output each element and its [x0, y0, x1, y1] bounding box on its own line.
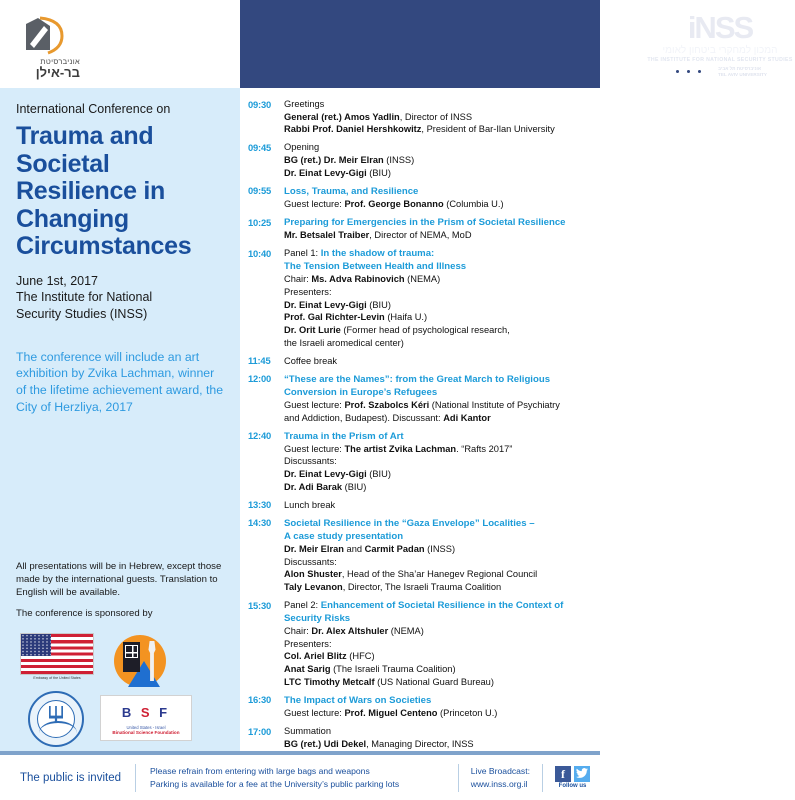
program-line — [284, 638, 588, 651]
tau-hebrew: אוניברסיטת תל אביב — [718, 66, 762, 71]
program-text-title: The Tension Between Health and Illness — [284, 261, 467, 273]
program-line — [284, 625, 588, 638]
program-slot — [248, 599, 588, 688]
left-info-column — [0, 88, 240, 751]
social-links — [543, 766, 600, 789]
program-text-plain: (HFC) — [346, 651, 375, 662]
us-embassy-caption: Embassy of the United States — [33, 676, 81, 680]
program-text-name: Col. Ariel Blitz — [284, 651, 347, 662]
program-text-name: Mr. Betsalel Traiber — [284, 230, 370, 241]
sponsor-logo-us-embassy — [20, 633, 94, 680]
program-text-plain: Discussants: — [284, 556, 337, 567]
program-line — [284, 229, 588, 242]
program-text-plain: (NEMA) — [388, 626, 424, 637]
program-line — [284, 599, 588, 612]
program-text-name: Taly Levanon — [284, 581, 343, 592]
live-broadcast-label: Live Broadcast: — [470, 766, 530, 777]
program-text-name: Dr. Einat Levy-Gigi — [284, 167, 367, 178]
page-title: Trauma and Societal Resilience in Changing Circumstances — [16, 122, 192, 260]
program-slot-time: 13:30 — [248, 499, 271, 511]
bsf-caption-2: Binational Science Foundation — [112, 730, 180, 735]
program-line — [284, 530, 588, 543]
twitter-icon[interactable] — [574, 766, 590, 782]
program-line — [284, 455, 588, 468]
program-slot-time: 11:45 — [248, 355, 271, 367]
program-text-plain: Chair: — [284, 274, 312, 285]
inss-hebrew-name: המכון למחקרי ביטחון לאומי — [662, 45, 778, 56]
program-text-plain: , Director, The Israeli Trauma Coalition — [342, 581, 502, 592]
program-line — [284, 216, 588, 229]
program-text-title: Enhancement of Societal Resilience in the Context of — [320, 600, 564, 612]
program-slot-body — [284, 355, 588, 368]
poster-footer — [0, 755, 600, 800]
poster-header — [0, 0, 793, 88]
bar-ilan-hebrew-top: אוניברסיטת — [40, 57, 80, 66]
program-text-name: Rabbi Prof. Daniel Hershkowitz — [284, 124, 422, 135]
program-text-name: Dr. Einat Levy-Gigi — [284, 299, 367, 310]
conference-date-venue — [16, 273, 224, 323]
program-text-plain: , Director of INSS — [399, 111, 473, 122]
program-text-title: Trauma in the Prism of Art — [284, 430, 404, 442]
program-text-plain: (INSS) — [383, 155, 415, 166]
bsf-emblem-icon — [100, 695, 192, 741]
program-text-title: Preparing for Emergencies in the Prism of Societal Resilience — [284, 217, 566, 229]
program-line — [284, 286, 588, 299]
tel-aviv-university-mark — [718, 66, 767, 77]
inss-dots-icon — [673, 67, 704, 76]
program-slot-time: 09:45 — [248, 141, 271, 153]
program-text-plain: (Former head of psychological research, — [340, 324, 510, 335]
program-line — [284, 481, 588, 494]
program-line — [284, 123, 588, 136]
program-line — [284, 568, 588, 581]
program-text-plain: Guest lecture: — [284, 198, 345, 209]
program-slot-body — [284, 216, 588, 242]
program-line — [284, 499, 588, 512]
us-flag-icon — [20, 633, 94, 675]
inss-logo-bottom — [645, 66, 795, 77]
program-slot-time: 10:25 — [248, 216, 271, 228]
live-broadcast-url[interactable]: www.inss.org.il — [470, 778, 528, 789]
program-text-plain: Greetings — [284, 99, 325, 109]
program-text-title: In the shadow of trauma: — [320, 248, 435, 260]
program-text-plain: (National Institute of Psychiatry — [429, 399, 560, 410]
program-text-plain: . “Rafts 2017” — [456, 443, 513, 454]
program-slot-time: 09:55 — [248, 185, 271, 197]
program-text-plain: Panel 2: — [284, 600, 321, 611]
program-text-plain: Guest lecture: — [284, 443, 345, 454]
program-text-name: Dr. Alex Altshuler — [311, 626, 389, 637]
program-slot-time: 10:40 — [248, 247, 271, 259]
program-text-plain: Summation — [284, 726, 332, 737]
language-note: All presentations will be in Hebrew, except those made by the international guests. Translation to English will be available. — [16, 561, 222, 599]
program-line — [284, 273, 588, 286]
sponsor-logo-ministry-of-health — [28, 691, 84, 747]
tau-english: TEL AVIV UNIVERSITY — [718, 71, 767, 77]
rule-line-1: Please refrain from entering with large bags and weapons — [150, 766, 370, 777]
program-slot — [248, 185, 588, 211]
program-slot-body — [284, 499, 588, 512]
program-line — [284, 663, 588, 676]
program-text-title: Societal Resilience in the “Gaza Envelope” Localities – — [284, 517, 535, 529]
venue-rules — [136, 765, 458, 790]
program-text-plain: (Columbia U.) — [443, 198, 504, 209]
program-slot-body — [284, 185, 588, 211]
program-slot-body — [284, 98, 588, 136]
program-line — [284, 707, 588, 720]
ministry-of-health-emblem-icon — [28, 691, 84, 747]
program-text-name: Anat Sarig — [284, 664, 331, 675]
program-line — [284, 412, 588, 425]
program-slot-body — [284, 599, 588, 688]
program-text-plain: (BIU) — [366, 167, 391, 178]
program-slot — [248, 430, 588, 494]
program-slot-time: 12:00 — [248, 373, 271, 385]
program-text-plain: the Israeli aromedical center) — [284, 337, 404, 348]
program-line — [284, 738, 588, 751]
inss-english-name: THE INSTITUTE FOR NATIONAL SECURITY STUDIES — [647, 57, 793, 63]
bsf-letters: B S F — [121, 705, 171, 720]
sponsor-label: The conference is sponsored by — [16, 608, 153, 619]
venue-line-2: Security Studies (INSS) — [16, 307, 148, 321]
program-line — [284, 386, 588, 399]
program-schedule — [240, 88, 600, 751]
program-line — [284, 167, 588, 180]
facebook-icon[interactable]: f — [555, 766, 571, 782]
program-slot — [248, 373, 588, 424]
public-invited-text: The public is invited — [20, 771, 121, 784]
program-text-plain: Lunch break — [284, 499, 336, 510]
program-slot — [248, 725, 588, 750]
program-text-name: Dr. Einat Levy-Gigi — [284, 469, 367, 479]
program-line — [284, 355, 588, 368]
program-text-plain: Discussants: — [284, 456, 337, 467]
program-line — [284, 517, 588, 530]
program-text-plain: , Head of the Sha’ar Hanegev Regional Council — [341, 569, 538, 580]
program-line — [284, 324, 588, 337]
program-slot-time: 09:30 — [248, 98, 271, 110]
program-line — [284, 543, 588, 556]
program-line — [284, 612, 588, 625]
program-line — [284, 556, 588, 569]
program-line — [284, 443, 588, 456]
inss-wordmark: iNSS — [687, 10, 753, 45]
header-right-band — [240, 0, 793, 88]
program-slot-body — [284, 373, 588, 424]
program-slot — [248, 216, 588, 242]
bsf-caption-1: United States - Israel — [126, 725, 166, 730]
program-slot-time: 17:00 — [248, 725, 271, 737]
program-text-plain: , Managing Director, INSS — [366, 738, 474, 749]
program-line — [284, 694, 588, 707]
program-text-plain: Opening — [284, 142, 320, 153]
program-line — [284, 337, 588, 350]
program-text-plain: and — [343, 544, 365, 555]
program-line — [284, 311, 588, 324]
program-text-plain: and Addiction, Budapest). Discussant: — [284, 412, 444, 423]
program-line — [284, 430, 588, 443]
program-text-name: Ms. Adva Rabinovich — [311, 274, 405, 285]
program-slot-body — [284, 517, 588, 594]
program-text-plain: (INSS) — [424, 544, 456, 555]
program-slot — [248, 247, 588, 349]
live-broadcast-block — [459, 765, 542, 790]
program-text-plain: Chair: — [284, 626, 312, 637]
program-text-title: The Impact of Wars on Societies — [284, 694, 432, 706]
program-text-plain: Coffee break — [284, 355, 338, 366]
program-line — [284, 247, 588, 260]
program-slot — [248, 499, 588, 512]
program-text-plain: (BIU) — [366, 299, 391, 310]
program-text-title: A case study presentation — [284, 530, 404, 542]
program-text-title: “These are the Names”: from the Great March to Religious — [284, 373, 551, 385]
program-line — [284, 154, 588, 167]
program-text-plain: , Director of NEMA, MoD — [369, 230, 472, 241]
program-text-title: Loss, Trauma, and Resilience — [284, 185, 419, 197]
program-line — [284, 581, 588, 594]
program-text-plain: Presenters: — [284, 286, 332, 297]
program-text-title: Security Risks — [284, 613, 351, 625]
program-line — [284, 676, 588, 689]
program-line — [284, 725, 588, 738]
program-slot — [248, 517, 588, 594]
program-text-plain: Guest lecture: — [284, 707, 345, 718]
conference-kicker: International Conference on — [16, 102, 171, 116]
program-text-plain: (Haifa U.) — [384, 312, 428, 323]
program-line — [284, 373, 588, 386]
program-slot-time: 15:30 — [248, 599, 271, 611]
program-text-title: Conversion in Europe’s Refugees — [284, 386, 438, 398]
program-text-plain: Panel 1: — [284, 248, 321, 259]
program-line — [284, 399, 588, 412]
rule-line-2: Parking is available for a fee at the University’s public parking lots — [150, 778, 400, 789]
program-text-name: LTC Timothy Metcalf — [284, 676, 375, 687]
conference-date: June 1st, 2017 — [16, 273, 99, 288]
program-text-name: Carmit Padan — [364, 544, 425, 555]
program-slot — [248, 98, 588, 136]
program-text-plain: (NEMA) — [404, 274, 441, 285]
program-text-name: The artist Zvika Lachman — [344, 443, 457, 454]
program-slot-time: 14:30 — [248, 517, 271, 529]
program-text-name: Dr. Adi Barak — [284, 481, 343, 492]
program-text-plain: Guest lecture: — [284, 399, 345, 410]
program-slot-body — [284, 247, 588, 349]
program-slot-body — [284, 430, 588, 494]
program-slot-time: 16:30 — [248, 694, 271, 706]
program-text-name: BG (ret.) Udi Dekel — [284, 738, 367, 749]
program-slot — [248, 141, 588, 179]
program-text-name: Alon Shuster — [284, 569, 342, 580]
program-text-plain: (BIU) — [342, 481, 367, 492]
program-text-plain: Presenters: — [284, 638, 332, 649]
program-slot-body — [284, 725, 588, 750]
program-line — [284, 111, 588, 124]
program-text-name: Prof. Szabolcs Kéri — [344, 399, 430, 410]
nema-emblem-icon — [114, 635, 166, 687]
program-line — [284, 98, 588, 111]
program-text-name: Dr. Orit Lurie — [284, 324, 341, 335]
venue-line-1: The Institute for National — [16, 290, 153, 305]
inss-logo — [645, 12, 795, 78]
program-text-plain: , President of Bar-Ilan University — [421, 124, 555, 135]
bar-ilan-crest-icon — [18, 14, 70, 56]
sponsor-logo-nema — [114, 635, 166, 687]
program-text-name: Prof. Gal Richter-Levin — [284, 312, 385, 323]
program-text-plain: (US National Guard Bureau) — [374, 676, 494, 687]
sponsor-logos — [14, 633, 226, 743]
program-slot — [248, 355, 588, 368]
bar-ilan-hebrew-bottom: בר-אילן — [35, 65, 80, 80]
sponsor-logo-bsf — [100, 695, 192, 741]
program-line — [284, 650, 588, 663]
program-text-name: Prof. George Bonanno — [344, 198, 444, 209]
program-text-name: Prof. Miguel Centeno — [344, 707, 438, 718]
program-text-name: Dr. Meir Elran — [284, 544, 344, 555]
header-left-band — [0, 0, 240, 88]
program-line — [284, 141, 588, 154]
program-text-name: Adi Kantor — [443, 412, 491, 423]
bar-ilan-university-logo — [18, 14, 88, 80]
program-line — [284, 260, 588, 273]
program-text-plain: (BIU) — [366, 469, 391, 479]
program-text-name: General (ret.) Amos Yadlin — [284, 111, 400, 122]
program-line — [284, 185, 588, 198]
program-slot-body — [284, 694, 588, 720]
program-text-plain: (The Israeli Trauma Coalition) — [330, 664, 456, 675]
follow-us-label: Follow us — [558, 783, 587, 789]
program-line — [284, 198, 588, 211]
program-slot-time: 12:40 — [248, 430, 271, 442]
program-text-plain: (Princeton U.) — [437, 707, 498, 718]
program-text-name: BG (ret.) Dr. Meir Elran — [284, 155, 384, 166]
program-slot — [248, 694, 588, 720]
program-slot-body — [284, 141, 588, 179]
program-line — [284, 299, 588, 312]
program-line — [284, 468, 588, 481]
art-exhibition-note: The conference will include an art exhibition by Zvika Lachman, winner of the lifetime achievement award, the City of Herzliya, 2017 — [16, 349, 224, 414]
